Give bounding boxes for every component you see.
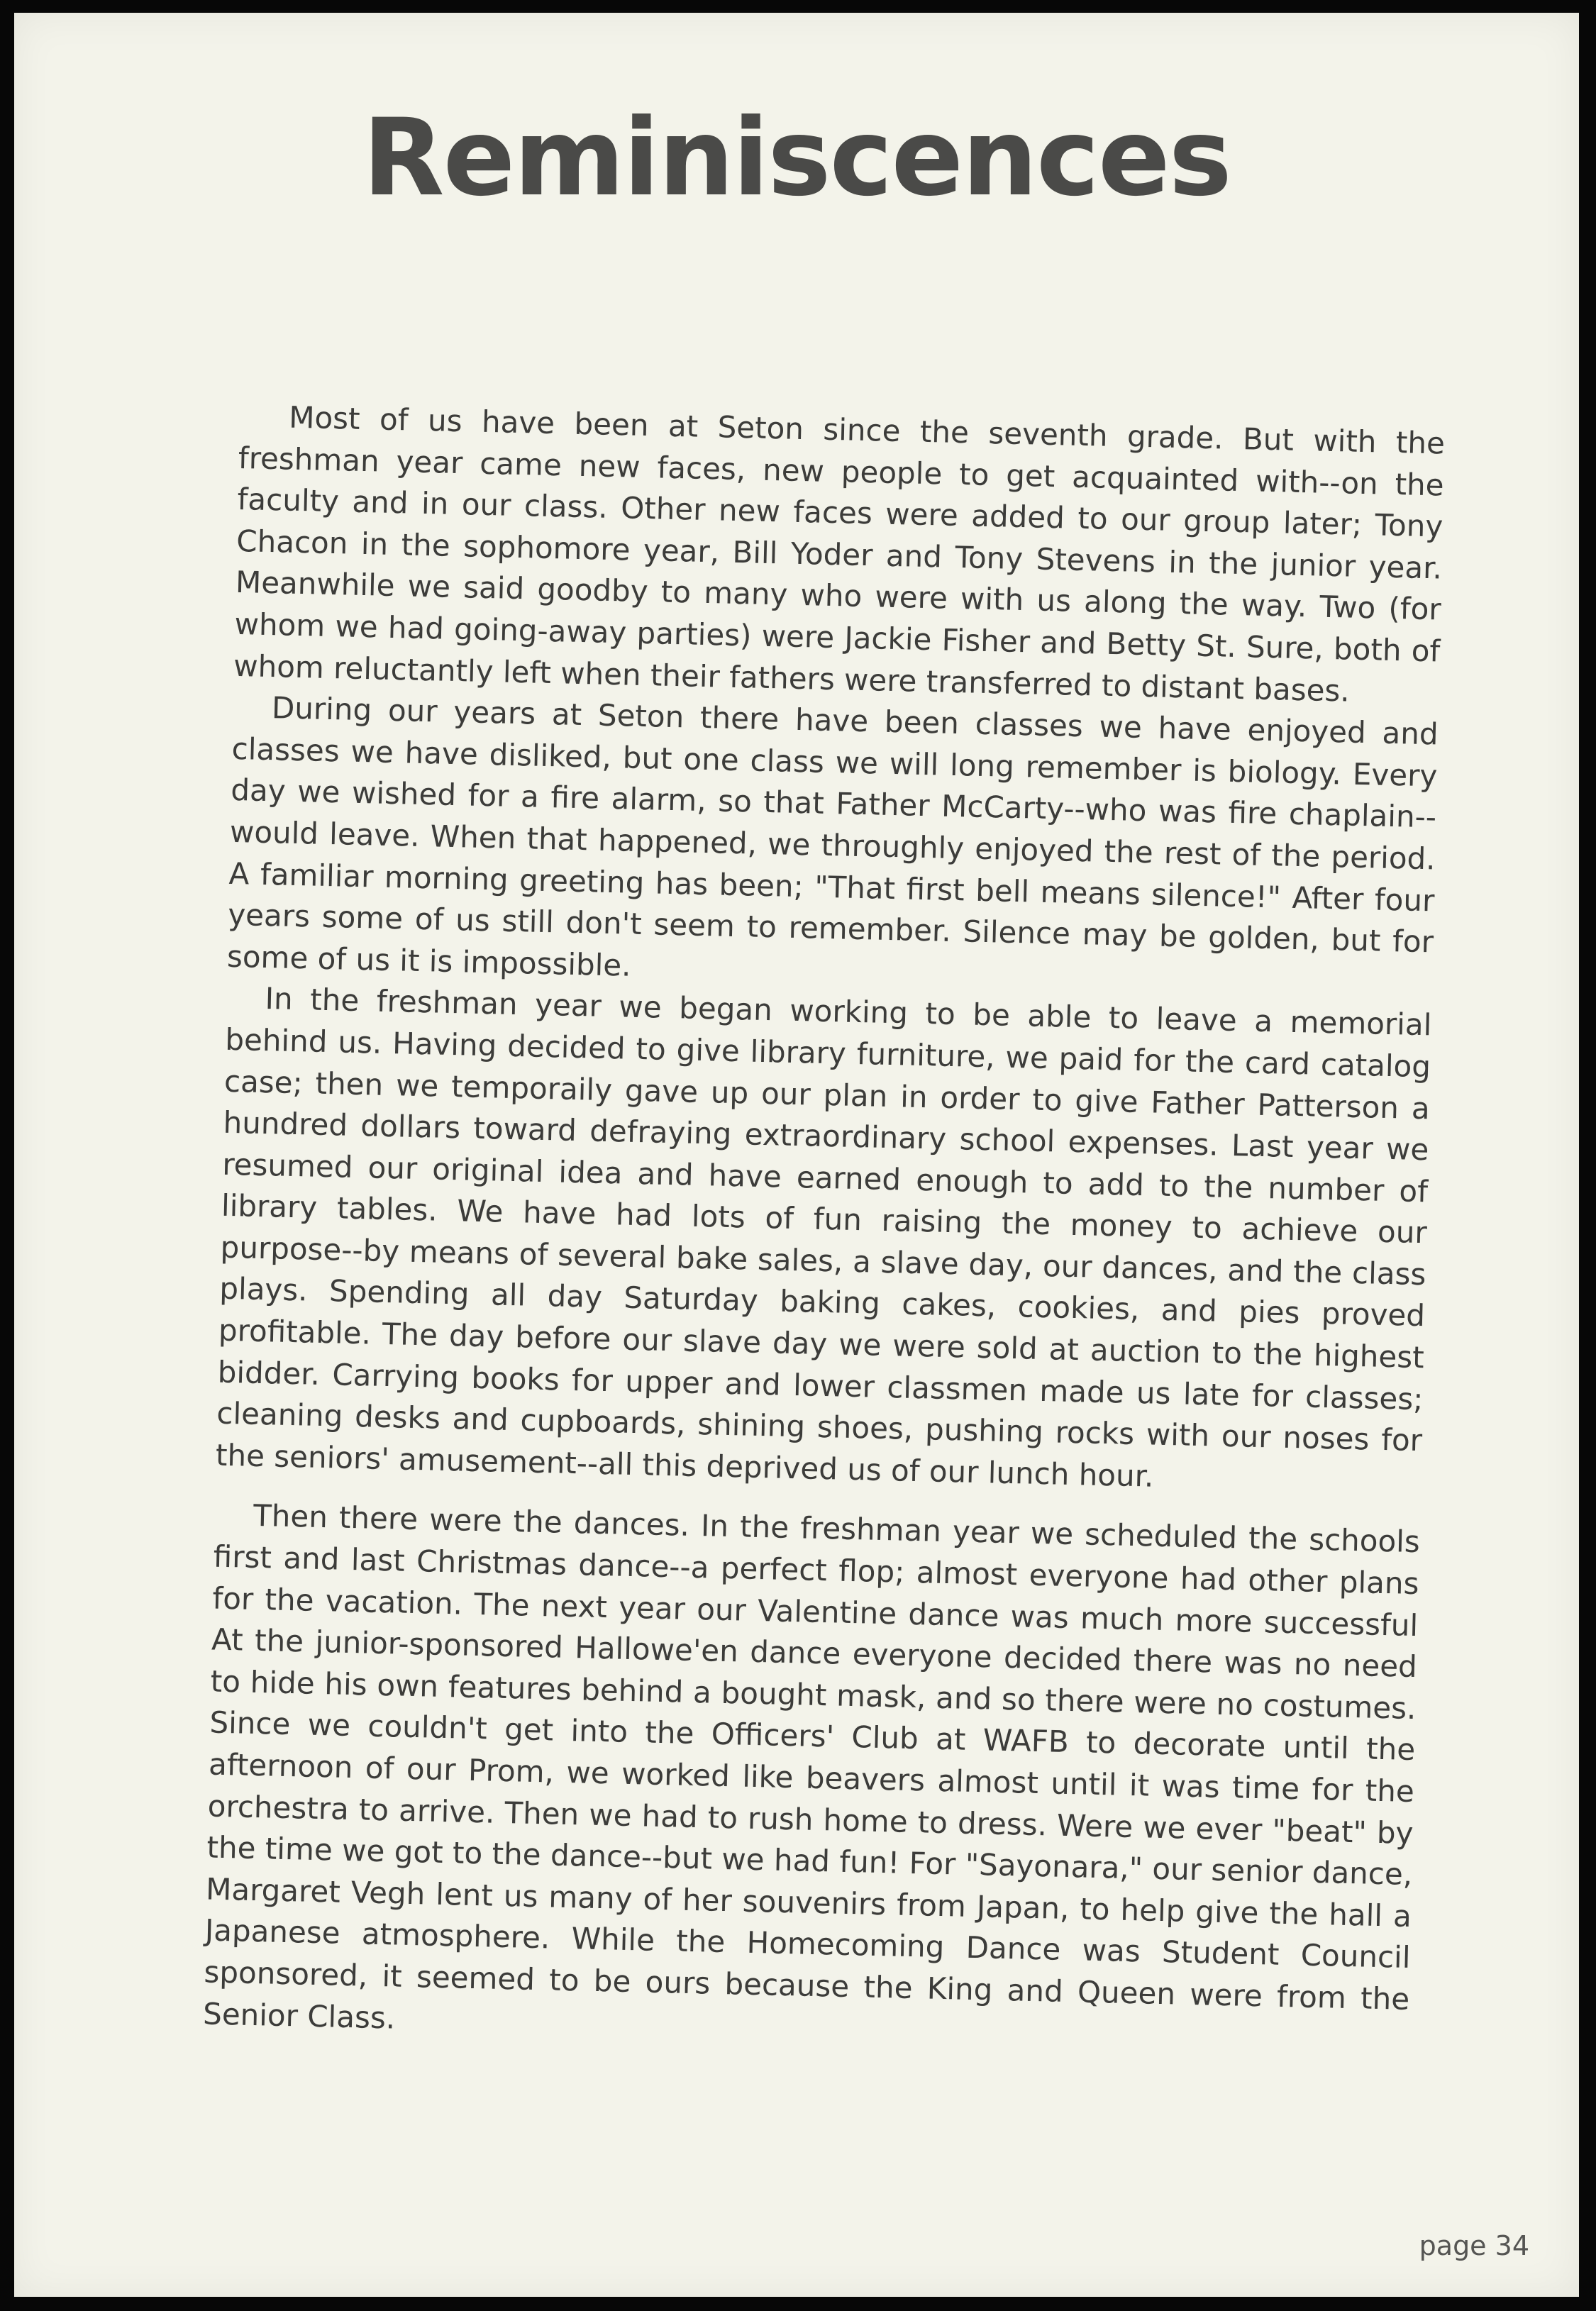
article-body: [203, 396, 1446, 2062]
paragraph-1: Most of us have been at Seton since the seventh grade. But with the freshman year came new faces, new people to get acquainted with--on the faculty and in our class. Other new faces were added to our group later; Tony Chacon in the sophomore year, Bill Yoder and Tony Stevens in the junior year. Meanwhile we said goodby to many who were with us along the way. Two (for whom we had going-away parties) were Jackie Fisher and Betty St. Sure, both of whom reluctantly left when their fathers were transferred to distant bases.: [233, 399, 1446, 709]
paragraph-2: During our years at Seton there have been classes we have enjoyed and classes we have disliked, but one class we will long remember is biology. Every day we wished for a fire alarm, so that Father McCarty--who was fire chaplain--would leave. When that happened, we throughly enjoyed the rest of the period. A familiar morning greeting has been; "That first bell means silence!" After four years some of us still don't seem to remember. Silence may be golden, but for some of us it is impossible.: [226, 690, 1439, 983]
yearbook-page: [14, 13, 1579, 2297]
page-number: page 34: [1419, 2230, 1529, 2261]
paragraph-3: In the freshman year we began working to be able to leave a memorial behind us. Having decided to give library furniture, we paid for the card catalog case; then we temporaily gave up our plan in order to give Father Patterson a hundred dollars toward defraying extraordinary school expenses. Last year we resumed our original idea and have earned enough to add to the number of library tables. We have had lots of fun raising the money to achieve our purpose--by means of several bake sales, a slave day, our dances, and the class plays. Spending all day Saturday baking cakes, cookies, and pies proved profitable. The day before our slave day we were sold at auction to the highest bidder. Carrying books for upper and lower classmen made us late for classes; cleaning desks and cupboards, shining shoes, pushing rocks with our noses for the seniors' amusement--all this deprived us of our lunch hour.: [215, 981, 1432, 1494]
page-title: Reminiscences: [362, 96, 1231, 220]
paragraph-4: Then there were the dances. In the freshman year we scheduled the schools first and last Christmas dance--a perfect flop; almost everyone had other plans for the vacation. The next year our Valentine dance was much more successful At the junior-sponsored Hallowe'en dance everyone decided there was no need to hide his own features behind a bought mask, and so there were no costumes. Since we couldn't get into the Officers' Club at WAFB to decorate until the afternoon of our Prom, we worked like beavers almost until it was time for the orchestra to arrive. Then we had to rush home to dress. Were we ever "beat" by the time we got to the dance--but we had fun! For "Sayonara," our senior dance, Margaret Vegh lent us many of her souvenirs from Japan, to help give the hall a Japanese atmosphere. While the Homecoming Dance was Student Council sponsored, it seemed to be ours because the King and Queen were from the Senior Class.: [202, 1498, 1421, 2036]
